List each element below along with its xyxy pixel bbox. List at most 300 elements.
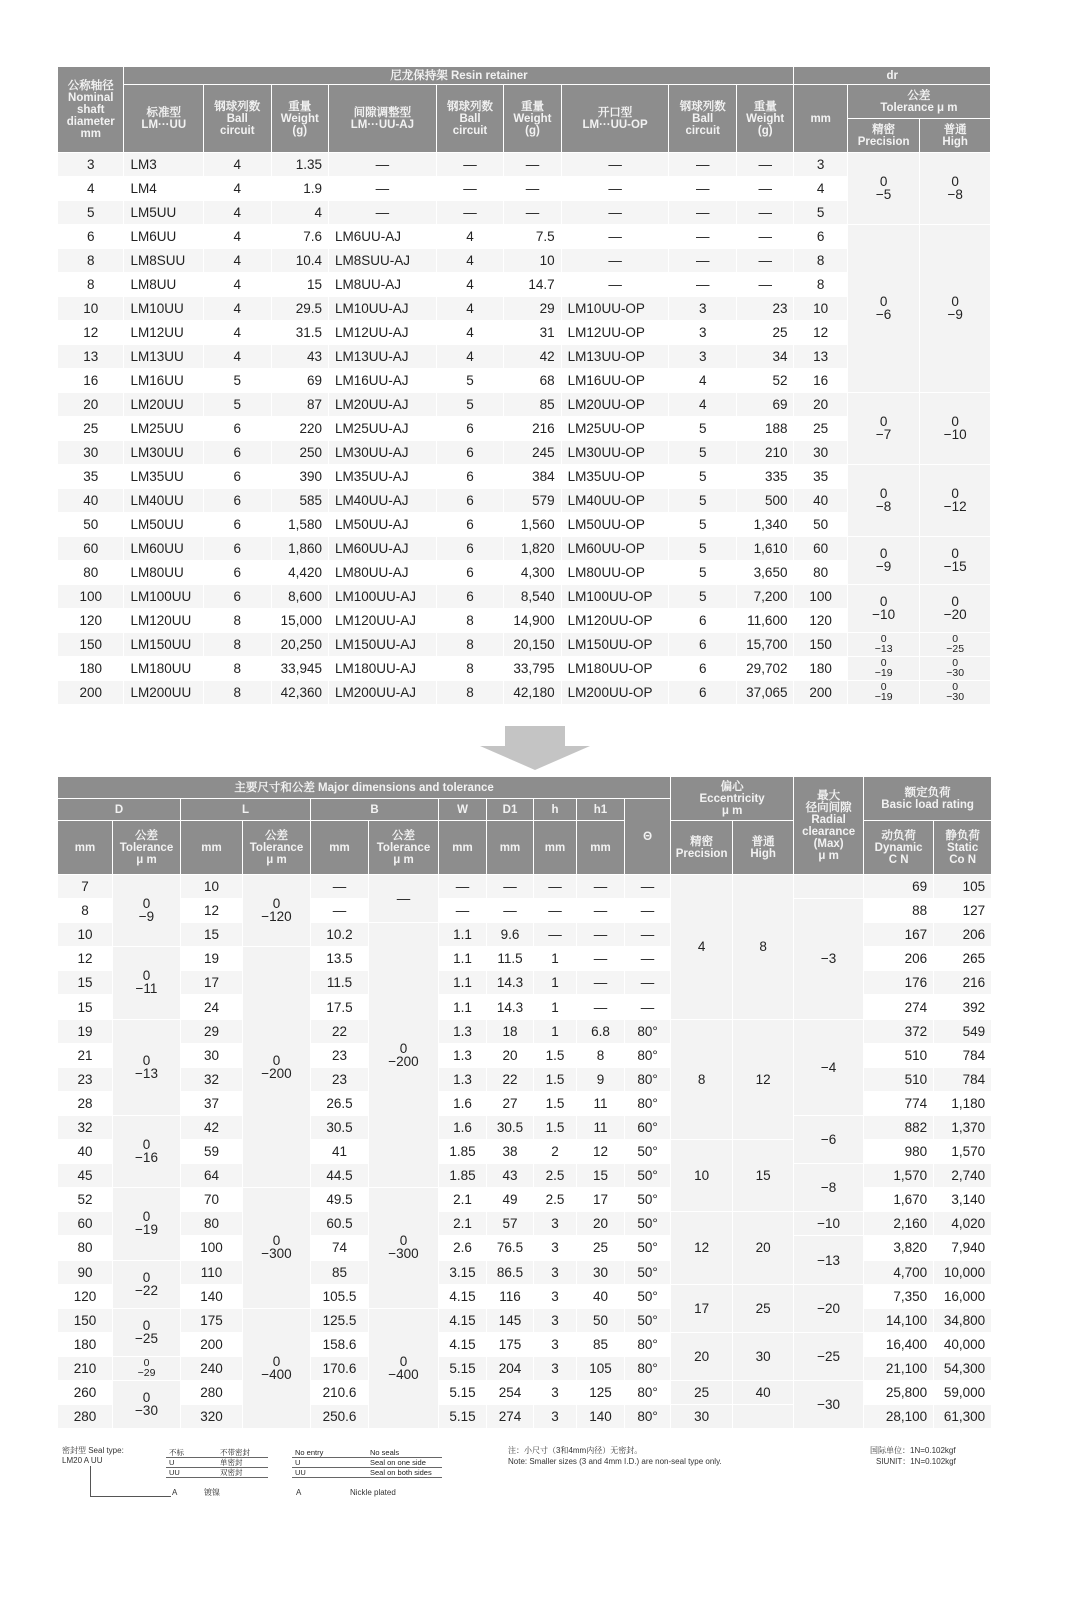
theta: —: [625, 995, 671, 1019]
D-mm: 150: [58, 1308, 113, 1332]
dr-mm: 80: [794, 561, 847, 585]
weight: 1.9: [271, 177, 328, 201]
theta: 50°: [625, 1308, 671, 1332]
D1-mm: —: [487, 875, 534, 899]
table-row: [58, 1380, 992, 1404]
weight-op: —: [736, 153, 794, 177]
table-row: [58, 1332, 992, 1356]
ball-circuit-aj: 8: [436, 633, 503, 657]
tolerance-value: 0 −200: [388, 1040, 419, 1069]
theta: 50°: [625, 1236, 671, 1260]
h1-mm: 50: [577, 1308, 625, 1332]
weight-aj: 85: [504, 393, 561, 417]
B-mm: 44.5: [311, 1164, 369, 1188]
nominal-diameter: 30: [58, 441, 124, 465]
tolerance-value: 0 −29: [137, 1356, 156, 1379]
B-mm: 210.6: [311, 1380, 369, 1404]
h-mm: 1: [534, 1019, 577, 1043]
col-W: W: [439, 799, 487, 821]
ball-circuit-op: 5: [669, 561, 736, 585]
theta: 80°: [625, 1332, 671, 1356]
theta: —: [625, 923, 671, 947]
weight: 10.4: [271, 249, 328, 273]
seal-desc: No seals: [367, 1448, 442, 1458]
col-L-tolerance: 公差 Tolerance μ m: [243, 821, 311, 875]
L-mm: 70: [181, 1188, 243, 1212]
L-mm: 140: [181, 1284, 243, 1308]
dynamic-load: 167: [864, 923, 934, 947]
static-load: 59,000: [934, 1380, 992, 1404]
ball-circuit-aj: —: [436, 177, 503, 201]
static-load: 34,800: [934, 1308, 992, 1332]
h1-mm: —: [577, 995, 625, 1019]
table-row: [58, 225, 991, 249]
tolerance-value: 0 −12: [943, 486, 967, 514]
weight: 33,945: [271, 657, 328, 681]
h-mm: 3: [534, 1405, 577, 1429]
static-load: 265: [934, 947, 992, 971]
B-tolerance: [369, 875, 439, 923]
L-mm: 175: [181, 1308, 243, 1332]
ball-circuit: 4: [204, 153, 271, 177]
standard-type: LM8UU: [124, 273, 204, 297]
weight-aj: 10: [504, 249, 561, 273]
static-load: 16,000: [934, 1284, 992, 1308]
ecc-high: 8: [733, 875, 794, 1020]
W-mm: 1.3: [439, 1019, 487, 1043]
D-mm: 90: [58, 1260, 113, 1284]
B-mm: 85: [311, 1260, 369, 1284]
weight: 4: [271, 201, 328, 225]
open-type: —: [561, 249, 669, 273]
h-mm: 3: [534, 1380, 577, 1404]
h1-mm: 140: [577, 1405, 625, 1429]
theta: 80°: [625, 1405, 671, 1429]
col-standard-type: 标准型 LM···UU: [124, 85, 204, 153]
col-radial-clearance: 最大 径向间隙 Radial clearance (Max) μ m: [794, 777, 864, 875]
adjustable-type: LM60UU-AJ: [328, 537, 436, 561]
standard-type: LM60UU: [124, 537, 204, 561]
D1-mm: 49: [487, 1188, 534, 1212]
table-row: [58, 633, 991, 657]
tolerance-value: 0 −400: [261, 1353, 292, 1382]
h-mm: —: [534, 923, 577, 947]
h-mm: 3: [534, 1260, 577, 1284]
weight-aj: 14,900: [504, 609, 561, 633]
seal-code: U: [292, 1458, 367, 1468]
D1-mm: 254: [487, 1380, 534, 1404]
ball-circuit-op: 6: [669, 657, 736, 681]
ball-circuit: 6: [204, 561, 271, 585]
open-type: LM35UU-OP: [561, 465, 669, 489]
h-mm: —: [534, 899, 577, 923]
W-mm: 2.1: [439, 1212, 487, 1236]
nominal-diameter: 150: [58, 633, 124, 657]
weight-op: 23: [736, 297, 794, 321]
ball-circuit-op: 5: [669, 585, 736, 609]
adjustable-type: LM80UU-AJ: [328, 561, 436, 585]
seal-desc: 单密封: [217, 1458, 268, 1468]
ball-circuit-op: —: [669, 177, 736, 201]
radial-clearance: −13: [794, 1236, 864, 1284]
open-type: LM12UU-OP: [561, 321, 669, 345]
weight-op: 25: [736, 321, 794, 345]
static-load: 216: [934, 971, 992, 995]
standard-type: LM120UU: [124, 609, 204, 633]
unit-note-1: 国际单位：1N=0.102kgf: [870, 1446, 956, 1455]
adjustable-type: LM13UU-AJ: [328, 345, 436, 369]
D1-mm: 9.6: [487, 923, 534, 947]
nominal-diameter: 20: [58, 393, 124, 417]
tolerance-value: 0 −13: [874, 633, 893, 655]
col-weight: 重量 Weight (g): [271, 85, 328, 153]
open-type: LM60UU-OP: [561, 537, 669, 561]
static-load: 2,740: [934, 1164, 992, 1188]
tolerance-value: 0 −15: [943, 546, 967, 574]
table-row: [58, 1164, 992, 1188]
dynamic-load: 1,570: [864, 1164, 934, 1188]
ball-circuit-aj: 6: [436, 513, 503, 537]
precision-tolerance: [847, 633, 920, 657]
static-load: 3,140: [934, 1188, 992, 1212]
weight-aj: 31: [504, 321, 561, 345]
W-mm: 2.6: [439, 1236, 487, 1260]
theta: 80°: [625, 1380, 671, 1404]
dr-header: dr: [794, 67, 991, 85]
open-type: LM80UU-OP: [561, 561, 669, 585]
theta: 80°: [625, 1356, 671, 1380]
ball-circuit: 4: [204, 177, 271, 201]
D-mm: 23: [58, 1067, 113, 1091]
nominal-diameter: 16: [58, 369, 124, 393]
ball-circuit-op: 6: [669, 609, 736, 633]
weight-aj: 68: [504, 369, 561, 393]
tolerance-value: 0 −30: [946, 657, 965, 679]
L-mm: 64: [181, 1164, 243, 1188]
D-mm: 52: [58, 1188, 113, 1212]
dynamic-load: 7,350: [864, 1284, 934, 1308]
resin-retainer-header: 尼龙保持架 Resin retainer: [124, 67, 794, 85]
h1-mm: 11: [577, 1091, 625, 1115]
ball-circuit: 8: [204, 609, 271, 633]
ball-circuit-op: 4: [669, 393, 736, 417]
D1-mm: 57: [487, 1212, 534, 1236]
weight: 1,580: [271, 513, 328, 537]
B-mm: 158.6: [311, 1332, 369, 1356]
theta: —: [625, 899, 671, 923]
D-mm: 8: [58, 899, 113, 923]
ball-circuit-aj: 4: [436, 273, 503, 297]
tolerance-value: 0 −19: [135, 1209, 158, 1238]
plated-desc-cn: 镀镍: [204, 1488, 220, 1497]
ball-circuit-aj: 4: [436, 321, 503, 345]
dr-mm: 16: [794, 369, 847, 393]
ball-circuit: 4: [204, 249, 271, 273]
dr-mm: 60: [794, 537, 847, 561]
B-mm: 41: [311, 1140, 369, 1164]
dynamic-load: 774: [864, 1091, 934, 1115]
ball-circuit: 8: [204, 681, 271, 705]
theta: 50°: [625, 1140, 671, 1164]
weight-aj: 33,795: [504, 657, 561, 681]
open-type: —: [561, 153, 669, 177]
dr-mm: 30: [794, 441, 847, 465]
D1-mm: 204: [487, 1356, 534, 1380]
precision-tolerance: [847, 657, 920, 681]
col-L-mm: mm: [181, 821, 243, 875]
W-mm: 1.1: [439, 947, 487, 971]
col-h1: h1: [577, 799, 625, 821]
col-h: h: [534, 799, 577, 821]
L-mm: 37: [181, 1091, 243, 1115]
B-mm: —: [311, 875, 369, 899]
weight-op: 29,702: [736, 657, 794, 681]
open-type: LM16UU-OP: [561, 369, 669, 393]
weight: 31.5: [271, 321, 328, 345]
B-mm: 22: [311, 1019, 369, 1043]
B-mm: 23: [311, 1067, 369, 1091]
D-mm: 210: [58, 1356, 113, 1380]
D-tolerance: [113, 1356, 181, 1380]
weight-aj: 1,560: [504, 513, 561, 537]
resin-retainer-table: [57, 66, 991, 705]
adjustable-type: LM35UU-AJ: [328, 465, 436, 489]
ecc-high: [733, 1405, 794, 1429]
D-mm: 280: [58, 1405, 113, 1429]
D1-mm: 14.3: [487, 971, 534, 995]
table-row: [58, 585, 991, 609]
W-mm: 3.15: [439, 1260, 487, 1284]
weight-aj: 216: [504, 417, 561, 441]
weight: 42,360: [271, 681, 328, 705]
ecc-precision: 20: [671, 1332, 733, 1380]
dynamic-load: 510: [864, 1067, 934, 1091]
weight: 7.6: [271, 225, 328, 249]
theta: 50°: [625, 1212, 671, 1236]
dr-mm: 5: [794, 201, 847, 225]
h1-mm: 9: [577, 1067, 625, 1091]
nominal-diameter: 40: [58, 489, 124, 513]
dynamic-load: 2,160: [864, 1212, 934, 1236]
table-row: [58, 1284, 992, 1308]
dr-mm: 150: [794, 633, 847, 657]
weight: 15: [271, 273, 328, 297]
D1-mm: 30.5: [487, 1115, 534, 1139]
L-mm: 15: [181, 923, 243, 947]
tolerance-value: 0 −22: [135, 1269, 158, 1298]
ball-circuit-aj: —: [436, 153, 503, 177]
D1-mm: 18: [487, 1019, 534, 1043]
ecc-precision: 10: [671, 1140, 733, 1212]
D1-mm: 22: [487, 1067, 534, 1091]
table-row: [58, 1236, 992, 1260]
seal-desc: 双密封: [217, 1468, 268, 1478]
theta: —: [625, 875, 671, 899]
h1-mm: 85: [577, 1332, 625, 1356]
weight-aj: —: [504, 201, 561, 225]
weight: 29.5: [271, 297, 328, 321]
ball-circuit-op: 3: [669, 321, 736, 345]
seal-desc: Seal on both sides: [367, 1468, 442, 1478]
dynamic-load: 372: [864, 1019, 934, 1043]
high-tolerance: [920, 153, 991, 225]
ball-circuit-op: 5: [669, 441, 736, 465]
seal-desc: 不带密封: [217, 1448, 268, 1458]
ball-circuit-op: —: [669, 153, 736, 177]
high-tolerance: [920, 465, 991, 537]
col-D-mm: mm: [58, 821, 113, 875]
theta: 80°: [625, 1067, 671, 1091]
standard-type: LM30UU: [124, 441, 204, 465]
L-mm: 19: [181, 947, 243, 971]
theta: 50°: [625, 1284, 671, 1308]
standard-type: LM12UU: [124, 321, 204, 345]
D-mm: 15: [58, 995, 113, 1019]
adjustable-type: LM8UU-AJ: [328, 273, 436, 297]
L-mm: 320: [181, 1405, 243, 1429]
ball-circuit: 5: [204, 393, 271, 417]
seal-type-example: LM20 A UU: [62, 1456, 103, 1465]
D-tolerance: [113, 1019, 181, 1115]
h1-mm: —: [577, 899, 625, 923]
weight-aj: 4,300: [504, 561, 561, 585]
h-mm: 3: [534, 1356, 577, 1380]
weight-op: 15,700: [736, 633, 794, 657]
D-mm: 180: [58, 1332, 113, 1356]
standard-type: LM13UU: [124, 345, 204, 369]
weight-op: 7,200: [736, 585, 794, 609]
nominal-diameter: 25: [58, 417, 124, 441]
weight-op: —: [736, 273, 794, 297]
W-mm: 1.3: [439, 1067, 487, 1091]
adjustable-type: —: [328, 153, 436, 177]
adjustable-type: LM8SUU-AJ: [328, 249, 436, 273]
open-type: LM100UU-OP: [561, 585, 669, 609]
nominal-diameter: 50: [58, 513, 124, 537]
open-type: LM13UU-OP: [561, 345, 669, 369]
ball-circuit: 6: [204, 537, 271, 561]
ecc-high: 12: [733, 1019, 794, 1139]
col-D: D: [58, 799, 181, 821]
W-mm: 4.15: [439, 1332, 487, 1356]
tolerance-value: 0 −19: [874, 681, 893, 703]
weight: 87: [271, 393, 328, 417]
nominal-diameter: 3: [58, 153, 124, 177]
W-mm: 1.85: [439, 1140, 487, 1164]
standard-type: LM20UU: [124, 393, 204, 417]
open-type: —: [561, 201, 669, 225]
D1-mm: 27: [487, 1091, 534, 1115]
weight: 250: [271, 441, 328, 465]
standard-type: LM180UU: [124, 657, 204, 681]
ball-circuit-aj: 6: [436, 585, 503, 609]
B-mm: 10.2: [311, 923, 369, 947]
D-tolerance: [113, 947, 181, 1019]
h-mm: —: [534, 875, 577, 899]
weight-aj: 8,540: [504, 585, 561, 609]
D-mm: 28: [58, 1091, 113, 1115]
basic-load-header: 额定负荷 Basic load rating: [864, 777, 992, 821]
ball-circuit-op: —: [669, 225, 736, 249]
D-mm: 60: [58, 1212, 113, 1236]
col-ecc-high: 普通 High: [733, 821, 794, 875]
ball-circuit: 6: [204, 465, 271, 489]
dynamic-load: 206: [864, 947, 934, 971]
ball-circuit: 6: [204, 513, 271, 537]
ball-circuit: 8: [204, 657, 271, 681]
adjustable-type: LM25UU-AJ: [328, 417, 436, 441]
table-row: [58, 875, 992, 899]
D-mm: 7: [58, 875, 113, 899]
h1-mm: 40: [577, 1284, 625, 1308]
D1-mm: —: [487, 899, 534, 923]
static-load: 4,020: [934, 1212, 992, 1236]
weight-aj: —: [504, 153, 561, 177]
seal-code: UU: [292, 1468, 367, 1478]
W-mm: 1.1: [439, 923, 487, 947]
L-tolerance: [243, 947, 311, 1188]
col-L: L: [181, 799, 311, 821]
dynamic-load: 4,700: [864, 1260, 934, 1284]
h1-mm: 105: [577, 1356, 625, 1380]
B-mm: 125.5: [311, 1308, 369, 1332]
ball-circuit-aj: 8: [436, 681, 503, 705]
tolerance-value: 0 −10: [872, 594, 896, 622]
static-load: 784: [934, 1043, 992, 1067]
h1-mm: 11: [577, 1115, 625, 1139]
table-row: [58, 899, 992, 923]
L-mm: 80: [181, 1212, 243, 1236]
h-mm: 2.5: [534, 1164, 577, 1188]
adjustable-type: LM16UU-AJ: [328, 369, 436, 393]
weight: 4,420: [271, 561, 328, 585]
dynamic-load: 1,670: [864, 1188, 934, 1212]
L-mm: 240: [181, 1356, 243, 1380]
dr-mm: 25: [794, 417, 847, 441]
theta: —: [625, 947, 671, 971]
h1-mm: —: [577, 947, 625, 971]
L-mm: 17: [181, 971, 243, 995]
B-mm: 13.5: [311, 947, 369, 971]
dr-mm: 20: [794, 393, 847, 417]
col-ball-circuit-aj: 钢球列数 Ball circuit: [436, 85, 503, 153]
dynamic-load: 176: [864, 971, 934, 995]
radial-clearance: [794, 875, 864, 899]
tolerance-value: 0 −30: [135, 1390, 158, 1419]
W-mm: —: [439, 899, 487, 923]
h-mm: 3: [534, 1284, 577, 1308]
B-mm: 49.5: [311, 1188, 369, 1212]
major-dimensions-header: 主要尺寸和公差 Major dimensions and tolerance: [58, 777, 671, 799]
dynamic-load: 25,800: [864, 1380, 934, 1404]
tolerance-value: 0 −13: [135, 1052, 158, 1081]
weight-op: 500: [736, 489, 794, 513]
adjustable-type: LM150UU-AJ: [328, 633, 436, 657]
B-mm: 170.6: [311, 1356, 369, 1380]
B-mm: 11.5: [311, 971, 369, 995]
high-tolerance: [920, 225, 991, 393]
weight-aj: 245: [504, 441, 561, 465]
D1-mm: 116: [487, 1284, 534, 1308]
D1-mm: 175: [487, 1332, 534, 1356]
D1-mm: 11.5: [487, 947, 534, 971]
open-type: LM150UU-OP: [561, 633, 669, 657]
adjustable-type: LM120UU-AJ: [328, 609, 436, 633]
ecc-high: 40: [733, 1380, 794, 1404]
ball-circuit-aj: 6: [436, 561, 503, 585]
D-tolerance: [113, 1260, 181, 1308]
D-mm: 120: [58, 1284, 113, 1308]
